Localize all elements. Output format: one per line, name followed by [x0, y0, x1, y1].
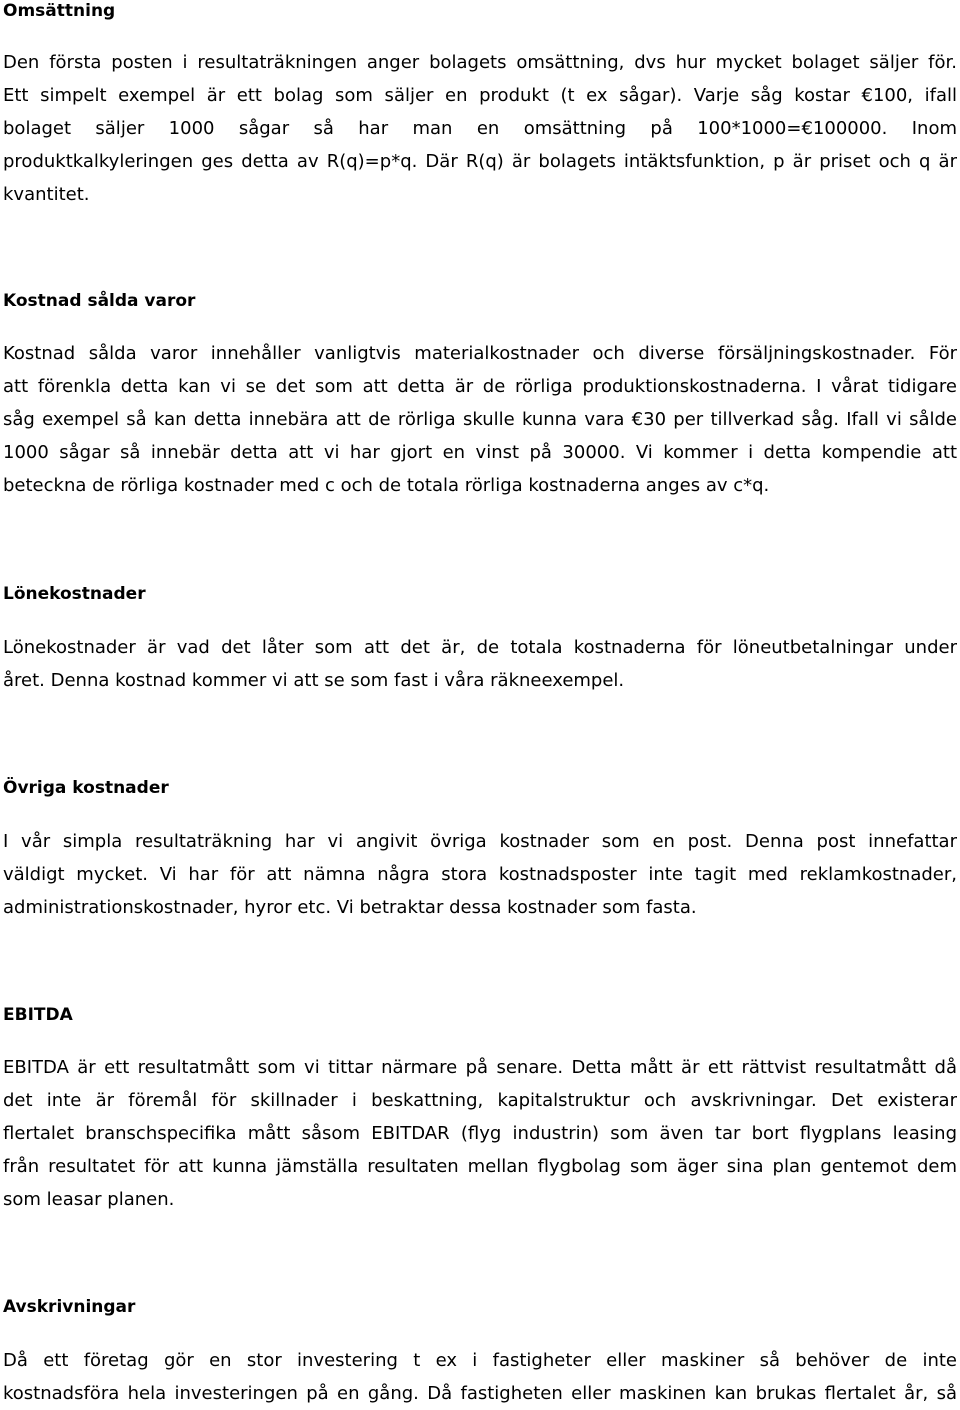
paragraph-kostnad-salda-varor	[3, 337, 957, 502]
heading-lonekostnader: Lönekostnader	[3, 584, 146, 604]
text-line: Lönekostnader är vad det låter som att det är, de totala kostnaderna för löneutbetalningar under	[3, 637, 957, 658]
paragraph-ebitda	[3, 1051, 957, 1216]
paragraph-avskrivningar	[3, 1344, 957, 1410]
paragraph-omsattning	[3, 46, 957, 211]
text-line: kvantitet.	[3, 184, 90, 205]
text-line: som leasar planen.	[3, 1189, 175, 1210]
text-line: bolaget säljer 1000 sågar så har man en omsättning på 100*1000=€100000. Inom	[3, 118, 957, 139]
text-line: kostnadsföra hela investeringen på en gång. Då fastigheten eller maskinen kan brukas flertalet år, så	[3, 1383, 957, 1404]
heading-avskrivningar: Avskrivningar	[3, 1297, 136, 1317]
text-line: Då ett företag gör en stor investering t ex i fastigheter eller maskiner så behöver de inte	[3, 1350, 957, 1371]
text-line: 1000 sågar så innebär detta att vi har gjort en vinst på 30000. Vi kommer i detta kompendie att	[3, 442, 957, 463]
text-line: Ett simpelt exempel är ett bolag som säljer en produkt (t ex sågar). Varje såg kostar €100, ifall	[3, 85, 957, 106]
text-line: väldigt mycket. Vi har för att nämna några stora kostnadsposter inte tagit med reklamkostnader,	[3, 864, 957, 885]
text-line: flertalet branschspecifika mått såsom EBITDAR (flyg industrin) som även tar bort flygplans leasing	[3, 1123, 957, 1144]
text-line: året. Denna kostnad kommer vi att se som fast i våra räkneexempel.	[3, 670, 625, 691]
text-line: från resultatet för att kunna jämställa resultaten mellan flygbolag som äger sina plan gentemot dem	[3, 1156, 957, 1177]
paragraph-lonekostnader	[3, 631, 957, 697]
text-line: såg exempel så kan detta innebära att de rörliga skulle kunna vara €30 per tillverkad såg. Ifall vi sålde	[3, 409, 957, 430]
text-line: EBITDA är ett resultatmått som vi tittar närmare på senare. Detta mått är ett rättvist resultatmått då	[3, 1057, 957, 1078]
text-line: att förenkla detta kan vi se det som att detta är de rörliga produktionskostnaderna. I vårat tidigare	[3, 376, 957, 397]
text-line: administrationskostnader, hyror etc. Vi betraktar dessa kostnader som fasta.	[3, 897, 697, 918]
heading-kostnad-salda-varor: Kostnad sålda varor	[3, 291, 196, 311]
text-line: Kostnad sålda varor innehåller vanligtvis materialkostnader och diverse försäljningskostnader. För	[3, 343, 957, 364]
paragraph-ovriga-kostnader	[3, 825, 957, 924]
text-line: beteckna de rörliga kostnader med c och de totala rörliga kostnaderna anges av c*q.	[3, 475, 770, 496]
text-line: det inte är föremål för skillnader i beskattning, kapitalstruktur och avskrivningar. Det existerar	[3, 1090, 957, 1111]
heading-ovriga-kostnader: Övriga kostnader	[3, 778, 169, 798]
heading-omsattning: Omsättning	[3, 1, 116, 21]
text-line: Den första posten i resultaträkningen anger bolagets omsättning, dvs hur mycket bolaget säljer för.	[3, 52, 957, 73]
text-line: produktkalkyleringen ges detta av R(q)=p*q. Där R(q) är bolagets intäktsfunktion, p är priset och q är	[3, 151, 957, 172]
text-line: I vår simpla resultaträkning har vi angivit övriga kostnader som en post. Denna post innefattar	[3, 831, 957, 852]
heading-ebitda: EBITDA	[3, 1005, 73, 1025]
